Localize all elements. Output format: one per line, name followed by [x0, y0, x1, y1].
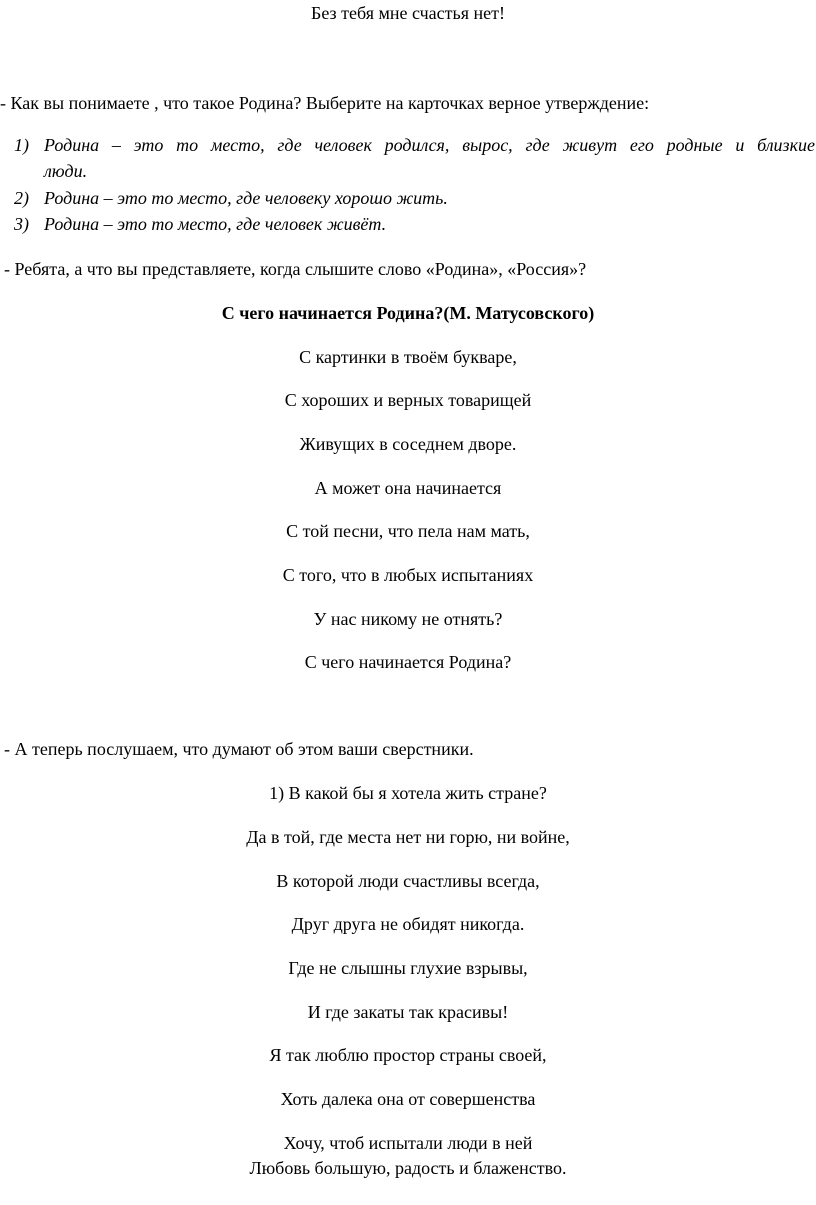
poem-line: И где закаты так красивы!: [307, 1002, 509, 1022]
question-imagine: - Ребята, а что вы представляете, когда слышите слово «Родина», «Россия»?: [4, 259, 587, 279]
poem-line: Где не слышны глухие взрывы,: [288, 958, 528, 978]
intro-peers: - А теперь послушаем, что думают об этом ваши сверстники.: [4, 739, 474, 759]
poem-line: У нас никому не отнять?: [313, 609, 503, 629]
poem-line: В которой люди счастливы всегда,: [276, 871, 540, 891]
poem-line: Любовь большую, радость и блаженство.: [249, 1158, 567, 1178]
poem-line: Я так люблю простор страны своей,: [269, 1045, 547, 1065]
poem-line: 1) В какой бы я хотела жить стране?: [269, 783, 547, 803]
poem-line: Друг друга не обидят никогда.: [291, 914, 525, 934]
poem-line: С хороших и верных товарищей: [284, 390, 532, 410]
poem-line: Хоть далека она от совершенства: [280, 1089, 536, 1109]
option-text: Родина – это то место, где человек родился, вырос, где живут его родные и близкие: [44, 135, 815, 155]
poem-line: С того, что в любых испытаниях: [282, 565, 534, 585]
document-title: Без тебя мне счастья нет!: [310, 3, 505, 23]
option-number: 3): [14, 214, 29, 234]
poem-line: С картинки в твоём букваре,: [299, 347, 517, 367]
question-homeland: - Как вы понимаете , что такое Родина? Выберите на карточках верное утверждение:: [0, 93, 650, 113]
option-number: 1): [14, 135, 29, 155]
poem-line: Живущих в соседнем дворе.: [299, 434, 517, 454]
poem-line: А может она начинается: [314, 478, 502, 498]
poem-line: С чего начинается Родина?: [304, 652, 512, 672]
option-text: Родина – это то место, где человеку хорошо жить.: [44, 188, 448, 208]
option-text-continued: люди.: [44, 161, 88, 181]
poem-line: С той песни, что пела нам мать,: [286, 521, 530, 541]
option-text: Родина – это то место, где человек живёт.: [44, 214, 387, 234]
option-number: 2): [14, 188, 29, 208]
poem-heading: С чего начинается Родина?(М. Матусовского): [221, 303, 595, 323]
poem-line: Да в той, где места нет ни горю, ни войне,: [246, 827, 570, 847]
poem-line: Хочу, чтоб испытали люди в ней: [283, 1133, 533, 1153]
